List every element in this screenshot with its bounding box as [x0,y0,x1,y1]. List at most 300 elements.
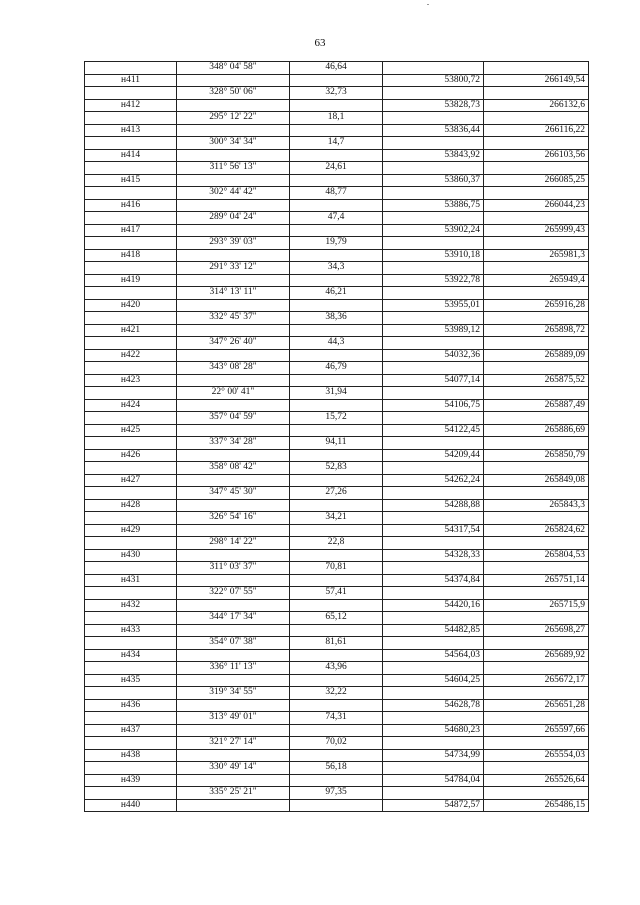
direction-angle-cell: 347° 26' 40" [177,337,290,350]
distance-cell [290,174,383,187]
x-coordinate-cell [383,137,484,150]
y-coordinate-cell: 266132,6 [484,99,589,112]
distance-cell: 46,21 [290,287,383,300]
point-name-cell: н414 [85,149,177,162]
direction-angle-cell [177,699,290,712]
point-name-cell: н440 [85,799,177,812]
segment-row [85,487,589,500]
y-coordinate-cell [484,712,589,725]
x-coordinate-cell [383,337,484,350]
y-coordinate-cell [484,312,589,325]
point-name-cell: н412 [85,99,177,112]
point-row [85,349,589,362]
direction-angle-cell: 347° 45' 30" [177,487,290,500]
x-coordinate-cell: 53843,92 [383,149,484,162]
y-coordinate-cell: 265651,28 [484,699,589,712]
distance-cell: 46,79 [290,362,383,375]
distance-cell: 70,81 [290,562,383,575]
y-coordinate-cell [484,787,589,800]
y-coordinate-cell [484,162,589,175]
direction-angle-cell: 358° 08' 42" [177,462,290,475]
direction-angle-cell [177,599,290,612]
y-coordinate-cell [484,587,589,600]
distance-cell: 15,72 [290,412,383,425]
point-name-cell: н426 [85,449,177,462]
segment-row [85,687,589,700]
y-coordinate-cell: 265689,92 [484,649,589,662]
y-coordinate-cell [484,212,589,225]
x-coordinate-cell [383,87,484,100]
segment-row [85,262,589,275]
point-row [85,799,589,812]
y-coordinate-cell: 265849,08 [484,474,589,487]
y-coordinate-cell [484,137,589,150]
x-coordinate-cell: 54872,57 [383,799,484,812]
x-coordinate-cell: 53922,78 [383,274,484,287]
y-coordinate-cell: 265526,64 [484,774,589,787]
direction-angle-cell [177,149,290,162]
distance-cell [290,799,383,812]
x-coordinate-cell: 54784,04 [383,774,484,787]
y-coordinate-cell [484,612,589,625]
point-row [85,699,589,712]
x-coordinate-cell: 53886,75 [383,199,484,212]
point-name-cell: н434 [85,649,177,662]
distance-cell: 65,12 [290,612,383,625]
point-name-cell [85,562,177,575]
point-name-cell: н415 [85,174,177,187]
y-coordinate-cell: 265999,43 [484,224,589,237]
direction-angle-cell: 326° 54' 16" [177,512,290,525]
y-coordinate-cell [484,262,589,275]
y-coordinate-cell: 265889,09 [484,349,589,362]
point-name-cell [85,487,177,500]
distance-cell [290,324,383,337]
distance-cell [290,649,383,662]
point-row [85,224,589,237]
x-coordinate-cell [383,237,484,250]
point-name-cell [85,212,177,225]
segment-row [85,737,589,750]
point-row [85,549,589,562]
segment-row [85,462,589,475]
segment-row [85,337,589,350]
direction-angle-cell: 330° 49' 14" [177,762,290,775]
distance-cell [290,124,383,137]
y-coordinate-cell: 266044,23 [484,199,589,212]
distance-cell [290,474,383,487]
x-coordinate-cell [383,487,484,500]
x-coordinate-cell: 54628,78 [383,699,484,712]
point-name-cell [85,87,177,100]
x-coordinate-cell: 54328,33 [383,549,484,562]
point-name-cell [85,412,177,425]
direction-angle-cell: 335° 25' 21" [177,787,290,800]
segment-row [85,637,589,650]
point-name-cell [85,137,177,150]
distance-cell [290,424,383,437]
distance-cell [290,374,383,387]
x-coordinate-cell: 53910,18 [383,249,484,262]
direction-angle-cell [177,499,290,512]
distance-cell: 70,02 [290,737,383,750]
point-name-cell: н438 [85,749,177,762]
y-coordinate-cell [484,287,589,300]
distance-cell [290,274,383,287]
x-coordinate-cell [383,762,484,775]
segment-row [85,412,589,425]
point-name-cell [85,537,177,550]
distance-cell: 24,61 [290,162,383,175]
x-coordinate-cell: 53800,72 [383,74,484,87]
distance-cell: 19,79 [290,237,383,250]
point-row [85,499,589,512]
point-name-cell [85,287,177,300]
distance-cell: 43,96 [290,662,383,675]
point-name-cell: н428 [85,499,177,512]
x-coordinate-cell: 54420,16 [383,599,484,612]
segment-row [85,187,589,200]
y-coordinate-cell: 265843,3 [484,499,589,512]
direction-angle-cell: 22° 00' 41" [177,387,290,400]
direction-angle-cell [177,724,290,737]
direction-angle-cell: 291° 33' 12" [177,262,290,275]
direction-angle-cell [177,774,290,787]
distance-cell: 22,8 [290,537,383,550]
distance-cell: 52,83 [290,462,383,475]
direction-angle-cell: 354° 07' 38" [177,637,290,650]
y-coordinate-cell: 266149,54 [484,74,589,87]
y-coordinate-cell [484,437,589,450]
x-coordinate-cell: 54374,84 [383,574,484,587]
point-row [85,124,589,137]
y-coordinate-cell [484,187,589,200]
direction-angle-cell [177,174,290,187]
x-coordinate-cell [383,187,484,200]
coordinates-table-body [85,62,589,812]
segment-row [85,287,589,300]
x-coordinate-cell [383,262,484,275]
y-coordinate-cell: 266085,25 [484,174,589,187]
x-coordinate-cell [383,637,484,650]
x-coordinate-cell: 53955,01 [383,299,484,312]
point-name-cell: н417 [85,224,177,237]
x-coordinate-cell: 53828,73 [383,99,484,112]
point-row [85,324,589,337]
point-name-cell: н424 [85,399,177,412]
segment-row [85,562,589,575]
y-coordinate-cell: 265898,72 [484,324,589,337]
direction-angle-cell [177,249,290,262]
point-row [85,174,589,187]
distance-cell [290,699,383,712]
distance-cell: 34,3 [290,262,383,275]
point-name-cell: н421 [85,324,177,337]
direction-angle-cell: 336° 11' 13" [177,662,290,675]
point-row [85,374,589,387]
segment-row [85,237,589,250]
x-coordinate-cell [383,662,484,675]
direction-angle-cell: 344° 17' 34" [177,612,290,625]
distance-cell: 38,36 [290,312,383,325]
point-row [85,474,589,487]
x-coordinate-cell [383,362,484,375]
x-coordinate-cell: 54262,24 [383,474,484,487]
direction-angle-cell [177,224,290,237]
y-coordinate-cell [484,487,589,500]
direction-angle-cell: 298° 14' 22" [177,537,290,550]
distance-cell: 74,31 [290,712,383,725]
y-coordinate-cell: 265751,14 [484,574,589,587]
direction-angle-cell [177,674,290,687]
direction-angle-cell: 343° 08' 28" [177,362,290,375]
direction-angle-cell: 311° 03' 37" [177,562,290,575]
point-name-cell [85,737,177,750]
direction-angle-cell [177,74,290,87]
point-name-cell: н425 [85,424,177,437]
point-name-cell: н427 [85,474,177,487]
point-name-cell: н439 [85,774,177,787]
y-coordinate-cell: 265916,28 [484,299,589,312]
distance-cell [290,524,383,537]
distance-cell: 48,77 [290,187,383,200]
x-coordinate-cell: 53989,12 [383,324,484,337]
direction-angle-cell: 311° 56' 13" [177,162,290,175]
distance-cell: 57,41 [290,587,383,600]
y-coordinate-cell [484,462,589,475]
direction-angle-cell: 319° 34' 55" [177,687,290,700]
distance-cell: 44,3 [290,337,383,350]
x-coordinate-cell: 54032,36 [383,349,484,362]
y-coordinate-cell [484,237,589,250]
point-row [85,424,589,437]
point-name-cell [85,587,177,600]
distance-cell [290,749,383,762]
distance-cell: 46,64 [290,62,383,75]
point-row [85,524,589,537]
direction-angle-cell: 357° 04' 59" [177,412,290,425]
point-row [85,249,589,262]
direction-angle-cell: 314° 13' 11" [177,287,290,300]
point-row [85,299,589,312]
point-row [85,724,589,737]
distance-cell [290,499,383,512]
x-coordinate-cell: 54317,54 [383,524,484,537]
distance-cell: 47,4 [290,212,383,225]
direction-angle-cell [177,374,290,387]
x-coordinate-cell [383,112,484,125]
distance-cell: 94,11 [290,437,383,450]
segment-row [85,437,589,450]
direction-angle-cell [177,299,290,312]
direction-angle-cell [177,524,290,537]
distance-cell [290,224,383,237]
direction-angle-cell: 302° 44' 42" [177,187,290,200]
segment-row [85,587,589,600]
distance-cell: 27,26 [290,487,383,500]
point-name-cell [85,787,177,800]
direction-angle-cell: 332° 45' 37" [177,312,290,325]
direction-angle-cell [177,649,290,662]
direction-angle-cell [177,624,290,637]
direction-angle-cell: 348° 04' 58" [177,62,290,75]
distance-cell [290,449,383,462]
segment-row [85,87,589,100]
point-name-cell [85,712,177,725]
distance-cell [290,624,383,637]
direction-angle-cell [177,324,290,337]
direction-angle-cell [177,399,290,412]
distance-cell [290,549,383,562]
y-coordinate-cell: 265886,69 [484,424,589,437]
distance-cell [290,149,383,162]
distance-cell [290,74,383,87]
distance-cell [290,249,383,262]
distance-cell: 56,18 [290,762,383,775]
point-name-cell [85,462,177,475]
direction-angle-cell [177,749,290,762]
y-coordinate-cell: 265715,9 [484,599,589,612]
y-coordinate-cell: 265875,52 [484,374,589,387]
point-name-cell: н436 [85,699,177,712]
point-name-cell [85,637,177,650]
point-row [85,649,589,662]
x-coordinate-cell [383,462,484,475]
point-name-cell [85,387,177,400]
segment-row [85,162,589,175]
x-coordinate-cell [383,787,484,800]
x-coordinate-cell: 54482,85 [383,624,484,637]
point-name-cell: н411 [85,74,177,87]
distance-cell [290,774,383,787]
x-coordinate-cell [383,287,484,300]
distance-cell: 14,7 [290,137,383,150]
x-coordinate-cell: 54288,88 [383,499,484,512]
point-name-cell [85,687,177,700]
segment-row [85,512,589,525]
point-name-cell: н423 [85,374,177,387]
segment-row [85,537,589,550]
x-coordinate-cell [383,737,484,750]
x-coordinate-cell [383,712,484,725]
point-row [85,399,589,412]
distance-cell [290,199,383,212]
point-row [85,74,589,87]
direction-angle-cell [177,474,290,487]
x-coordinate-cell [383,562,484,575]
point-name-cell [85,362,177,375]
x-coordinate-cell [383,687,484,700]
point-name-cell: н429 [85,524,177,537]
x-coordinate-cell: 54604,25 [383,674,484,687]
direction-angle-cell [177,349,290,362]
segment-row [85,212,589,225]
segment-row [85,137,589,150]
y-coordinate-cell [484,387,589,400]
point-name-cell [85,162,177,175]
segment-row [85,362,589,375]
distance-cell [290,299,383,312]
x-coordinate-cell: 54122,45 [383,424,484,437]
distance-cell [290,724,383,737]
point-name-cell [85,237,177,250]
y-coordinate-cell: 265486,15 [484,799,589,812]
point-name-cell [85,662,177,675]
x-coordinate-cell [383,212,484,225]
direction-angle-cell: 328° 50' 06" [177,87,290,100]
point-name-cell [85,512,177,525]
y-coordinate-cell [484,687,589,700]
point-name-cell [85,112,177,125]
distance-cell: 18,1 [290,112,383,125]
direction-angle-cell: 322° 07' 55" [177,587,290,600]
y-coordinate-cell [484,512,589,525]
point-name-cell: н418 [85,249,177,262]
segment-row [85,762,589,775]
point-name-cell [85,187,177,200]
point-name-cell [85,612,177,625]
y-coordinate-cell: 266103,56 [484,149,589,162]
point-row [85,599,589,612]
y-coordinate-cell [484,62,589,75]
distance-cell: 31,94 [290,387,383,400]
segment-row [85,387,589,400]
segment-row [85,312,589,325]
point-name-cell: н419 [85,274,177,287]
distance-cell: 81,61 [290,637,383,650]
point-row [85,674,589,687]
distance-cell: 32,22 [290,687,383,700]
point-name-cell [85,437,177,450]
point-name-cell [85,262,177,275]
point-row [85,774,589,787]
y-coordinate-cell [484,412,589,425]
point-name-cell [85,62,177,75]
point-name-cell: н413 [85,124,177,137]
point-name-cell: н433 [85,624,177,637]
x-coordinate-cell [383,62,484,75]
x-coordinate-cell: 54077,14 [383,374,484,387]
distance-cell [290,674,383,687]
point-name-cell: н430 [85,549,177,562]
distance-cell [290,574,383,587]
distance-cell: 32,73 [290,87,383,100]
direction-angle-cell [177,549,290,562]
point-row [85,574,589,587]
x-coordinate-cell: 54564,03 [383,649,484,662]
direction-angle-cell: 295° 12' 22" [177,112,290,125]
y-coordinate-cell: 265698,27 [484,624,589,637]
point-row [85,749,589,762]
x-coordinate-cell: 53902,24 [383,224,484,237]
distance-cell [290,399,383,412]
x-coordinate-cell [383,412,484,425]
x-coordinate-cell: 53836,44 [383,124,484,137]
x-coordinate-cell [383,512,484,525]
direction-angle-cell: 300° 34' 34" [177,137,290,150]
point-name-cell: н420 [85,299,177,312]
x-coordinate-cell: 54734,99 [383,749,484,762]
segment-row [85,662,589,675]
y-coordinate-cell [484,337,589,350]
direction-angle-cell: 293° 39' 03" [177,237,290,250]
direction-angle-cell: 313° 49' 01" [177,712,290,725]
point-row [85,149,589,162]
point-name-cell: н437 [85,724,177,737]
y-coordinate-cell: 265850,79 [484,449,589,462]
x-coordinate-cell [383,612,484,625]
x-coordinate-cell [383,587,484,600]
